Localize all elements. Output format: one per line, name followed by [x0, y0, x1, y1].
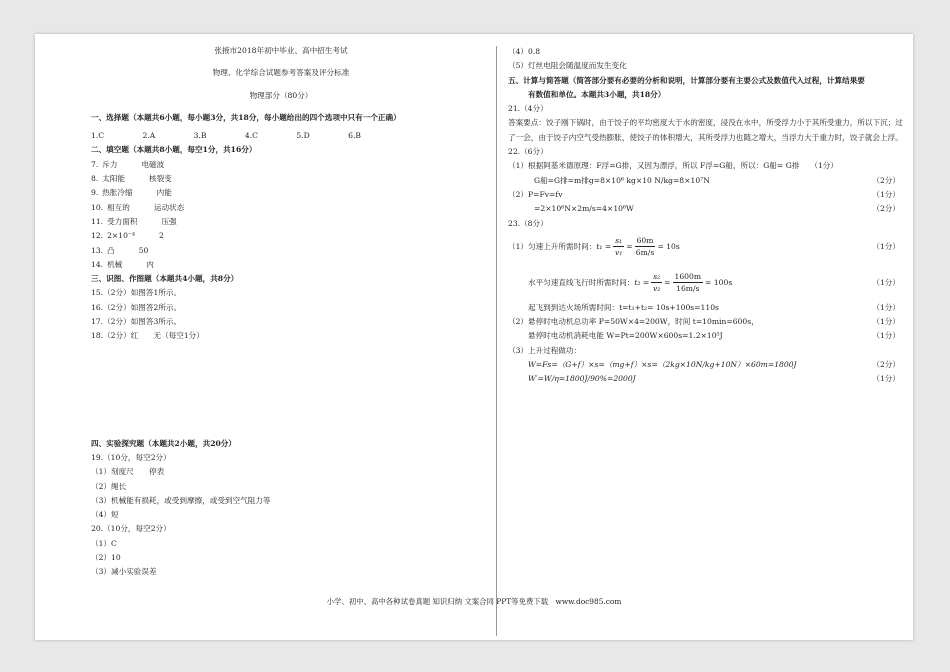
q19-2: （2）绳长	[91, 481, 127, 491]
q23-line3-score: （1分）	[872, 302, 900, 312]
q19-4: （4）短	[91, 510, 119, 520]
q23-1-num-val: 60m	[636, 236, 654, 246]
q22-line4	[508, 202, 908, 216]
q23-2-den-val: 16m/s	[676, 284, 700, 294]
q23-2-frac-val	[673, 271, 704, 294]
q23-1-result: = 10s	[657, 241, 680, 251]
q22-line1-text: （1）根据阿基米德原理：F浮=G排，又因为漂浮，所以 F浮=G船，所以：G船= G排	[508, 161, 800, 171]
q21-answer: 答案要点：饺子刚下锅时，由于饺子的平均密度大于水的密度，浸没在水中，所受浮力小于其所受重力，所以下沉；过了一会，由于饺子内空气受热膨胀，使饺子的体积增大，其所受浮力也随之增大，当浮力大于重力时，饺子就会上浮。	[508, 118, 903, 142]
choice-answers	[91, 129, 471, 143]
q23-2-label: 水平匀速直线飞行时所需时间：	[528, 277, 635, 287]
fill-item	[91, 229, 471, 243]
q22-line3-score: （1分）	[872, 189, 900, 199]
q20-2: （2）10	[91, 553, 121, 563]
answer-4: 4.C	[244, 131, 258, 141]
fill-item-answer-a: 机械	[107, 259, 123, 269]
q23-2-frac-sym	[651, 271, 662, 294]
q23-line5-text: 悬停时电动机消耗电能 W=Pt=200W×600s=1.2×10⁵J	[528, 331, 723, 341]
fill-item-answer-b: 内能	[156, 188, 172, 198]
q23-line7-text: W=Fs=（G+f）×s=（mg+f）×s=（2kg×10N/kg+10N）×60m=1800J	[528, 360, 797, 370]
q20-1: （1）C	[91, 538, 117, 548]
q22: 22.（6分）	[508, 147, 548, 157]
q23-formula1: （1）匀速上升所需时间： t₁ = $\frac{\text{s₁}}{\text{v₁}}$ = $\frac{60m}{6m/s}$ = 10s （1分）	[508, 236, 900, 258]
fill-item-number: 11.	[91, 216, 104, 226]
q23-1-frac-val	[635, 235, 656, 258]
q23-2-lhs: t₂ =	[634, 277, 650, 287]
fill-item-answer-b: 压强	[161, 216, 177, 226]
answer-2: 2.A	[142, 131, 156, 141]
q17: 17.（2分）如图答3所示。	[91, 317, 182, 327]
fill-item-answer-a: 斥力	[102, 159, 118, 169]
q22-line1	[508, 159, 908, 173]
exam-subtitle: 物理、化学综合试题参考答案及评分标准	[212, 68, 350, 78]
q20-3: （3）减小实验误差	[91, 567, 157, 577]
q16: 16.（2分）如图答2所示。	[91, 302, 182, 312]
q23-2-den-sym: v₂	[652, 284, 661, 294]
q23-2-num-sym: s₂	[653, 272, 661, 282]
fill-item-answer-a: 热胀冷缩	[102, 188, 133, 198]
q23: 23.（8分）	[508, 218, 548, 228]
q23-1-den-sym: v₁	[615, 248, 623, 258]
fill-item	[91, 186, 471, 200]
q20-4: （4）0.8	[508, 47, 541, 56]
fill-blank-list	[91, 158, 471, 272]
fill-item	[91, 244, 471, 258]
q23-2-score: （1分）	[872, 277, 900, 287]
q22-line1-score: （1分）	[810, 161, 838, 171]
section1-heading: 一、选择题（本题共6小题，每小题3分，共18分，每小题给出的四个选项中只有一个正确）	[91, 112, 401, 122]
fill-item-answer-b: 运动状态	[153, 202, 185, 212]
fill-item-answer-a: 相互的	[107, 202, 130, 212]
answer-5: 5.D	[296, 131, 310, 141]
q23-1-frac-sym	[613, 235, 624, 258]
answer-1: 1.C	[91, 131, 105, 141]
section3-heading: 三、识图、作图题（本题共4小题，共8分）	[91, 274, 239, 284]
answer-sheet-page	[35, 34, 913, 640]
q19: 19.（10分，每空2分）	[91, 452, 171, 462]
fill-item-number: 7.	[91, 159, 99, 169]
fill-item-answer-b: 电磁波	[141, 159, 165, 169]
q20-5: （5）灯丝电阻会随温度而发生变化	[508, 61, 627, 71]
q22-line2-score: （2分）	[872, 175, 900, 185]
q23-line4-text: （2）悬停时电动机总功率 P=50W×4=200W，时间 t=10min=600s，	[508, 317, 759, 327]
fill-item-answer-a: 受力面积	[107, 216, 138, 226]
q23-line3-text: 起飞到到达火场所需时间：t=t₁+t₂= 10s+100s=110s	[528, 302, 719, 312]
q23-line7	[508, 358, 908, 372]
q23-1-score: （1分）	[872, 241, 900, 251]
q23-formula2: 水平匀速直线飞行时所需时间： t₂ = $\frac{\text{s₂}}{\text{v₂}}$ = $\frac{1600m}{16m/s}$ = 100s （1分）	[528, 272, 900, 294]
q22-line2-text: G船=G排=m排g=8×10⁶ kg×10 N/kg=8×10⁷N	[534, 175, 710, 185]
fill-item-number: 12.	[91, 231, 104, 241]
fill-item-number: 9.	[91, 188, 99, 198]
fill-item	[91, 215, 471, 229]
q23-1-den-val: 6m/s	[635, 248, 655, 258]
footer-link[interactable]: 小学、初中、高中各种试卷真题 知识归纳 文案合同 PPT等免费下载 www.doc985.com	[326, 597, 622, 606]
fill-item	[91, 172, 471, 186]
fill-item-number: 10.	[91, 202, 104, 212]
answer-3: 3.B	[193, 131, 207, 141]
q23-line4-score: （1分）	[872, 317, 900, 327]
fill-item-answer-b: 2	[159, 231, 164, 241]
q23-2-result: = 100s	[705, 277, 733, 287]
q22-line3-text: （2）P=Fv=fv	[508, 189, 563, 199]
q19-3: （3）机械能有损耗，或受到摩擦，或受到空气阻力等	[91, 495, 271, 505]
fill-item-number: 8.	[91, 174, 99, 184]
q22-line4-score: （2分）	[872, 204, 900, 214]
q23-2-num-val: 1600m	[674, 272, 702, 282]
q23-1-lhs: t₁ =	[596, 241, 612, 251]
q18: 18.（2分）红 无（每空1分）	[91, 331, 204, 341]
left-column	[91, 44, 471, 580]
q22-line2	[508, 174, 908, 188]
fill-item	[91, 158, 471, 172]
section5-heading: 五、计算与简答题（简答部分要有必要的分析和说明，计算部分要有主要公式及数值代入过程，计算结果要	[508, 75, 865, 85]
section5-heading-cont: 有数值和单位。本题共3小题，共18分）	[528, 89, 666, 99]
fill-item-answer-a: 太阳能	[102, 174, 126, 184]
q22-line3	[508, 188, 908, 202]
column-divider	[496, 46, 497, 636]
q23-line3	[508, 301, 908, 315]
fill-item-number: 14.	[91, 259, 104, 269]
fill-item-answer-b: 50	[138, 245, 149, 255]
q23-line8-score: （1分）	[872, 374, 900, 384]
physics-section-title: 物理部分（80分）	[249, 90, 313, 100]
q23-1-num-sym: s₁	[615, 236, 623, 246]
q23-line6: （3）上升过程做功：	[508, 345, 582, 355]
q23-line4	[508, 315, 908, 329]
fill-item	[91, 258, 471, 272]
section4-heading: 四、实验探究题（本题共2小题，共20分）	[91, 438, 236, 448]
fill-item-number: 13.	[91, 245, 104, 255]
fill-item-answer-a: 2×10⁻⁴	[107, 231, 135, 241]
q15: 15.（2分）如图答1所示。	[91, 288, 182, 298]
answer-6: 6.B	[348, 131, 361, 141]
q21: 21.（4分）	[508, 104, 548, 114]
fill-item-answer-a: 凸	[107, 245, 115, 255]
fill-item-answer-b: 核裂变	[149, 174, 172, 184]
q23-1-label: （1）匀速上升所需时间：	[508, 241, 597, 251]
q20: 20.（10分，每空2分）	[91, 524, 171, 534]
q22-line4-text: =2×10⁶N×2m/s=4×10⁶W	[534, 204, 634, 214]
section2-heading: 二、填空题（本题共8小题，每空1分，共16分）	[91, 145, 257, 155]
q19-1: （1）刻度尺 停表	[91, 467, 165, 477]
q23-line7-score: （2分）	[872, 360, 900, 370]
q23-line8	[508, 372, 908, 386]
exam-title: 张掖市2018年初中毕业、高中招生考试	[214, 46, 348, 55]
fill-item	[91, 201, 471, 215]
q23-line8-text: W′=W/η=1800J/90%=2000J	[528, 374, 636, 384]
q23-line5	[508, 329, 908, 343]
right-column	[508, 45, 908, 387]
q23-line5-score: （1分）	[872, 331, 900, 341]
fill-item-answer-b: 内	[146, 259, 154, 269]
